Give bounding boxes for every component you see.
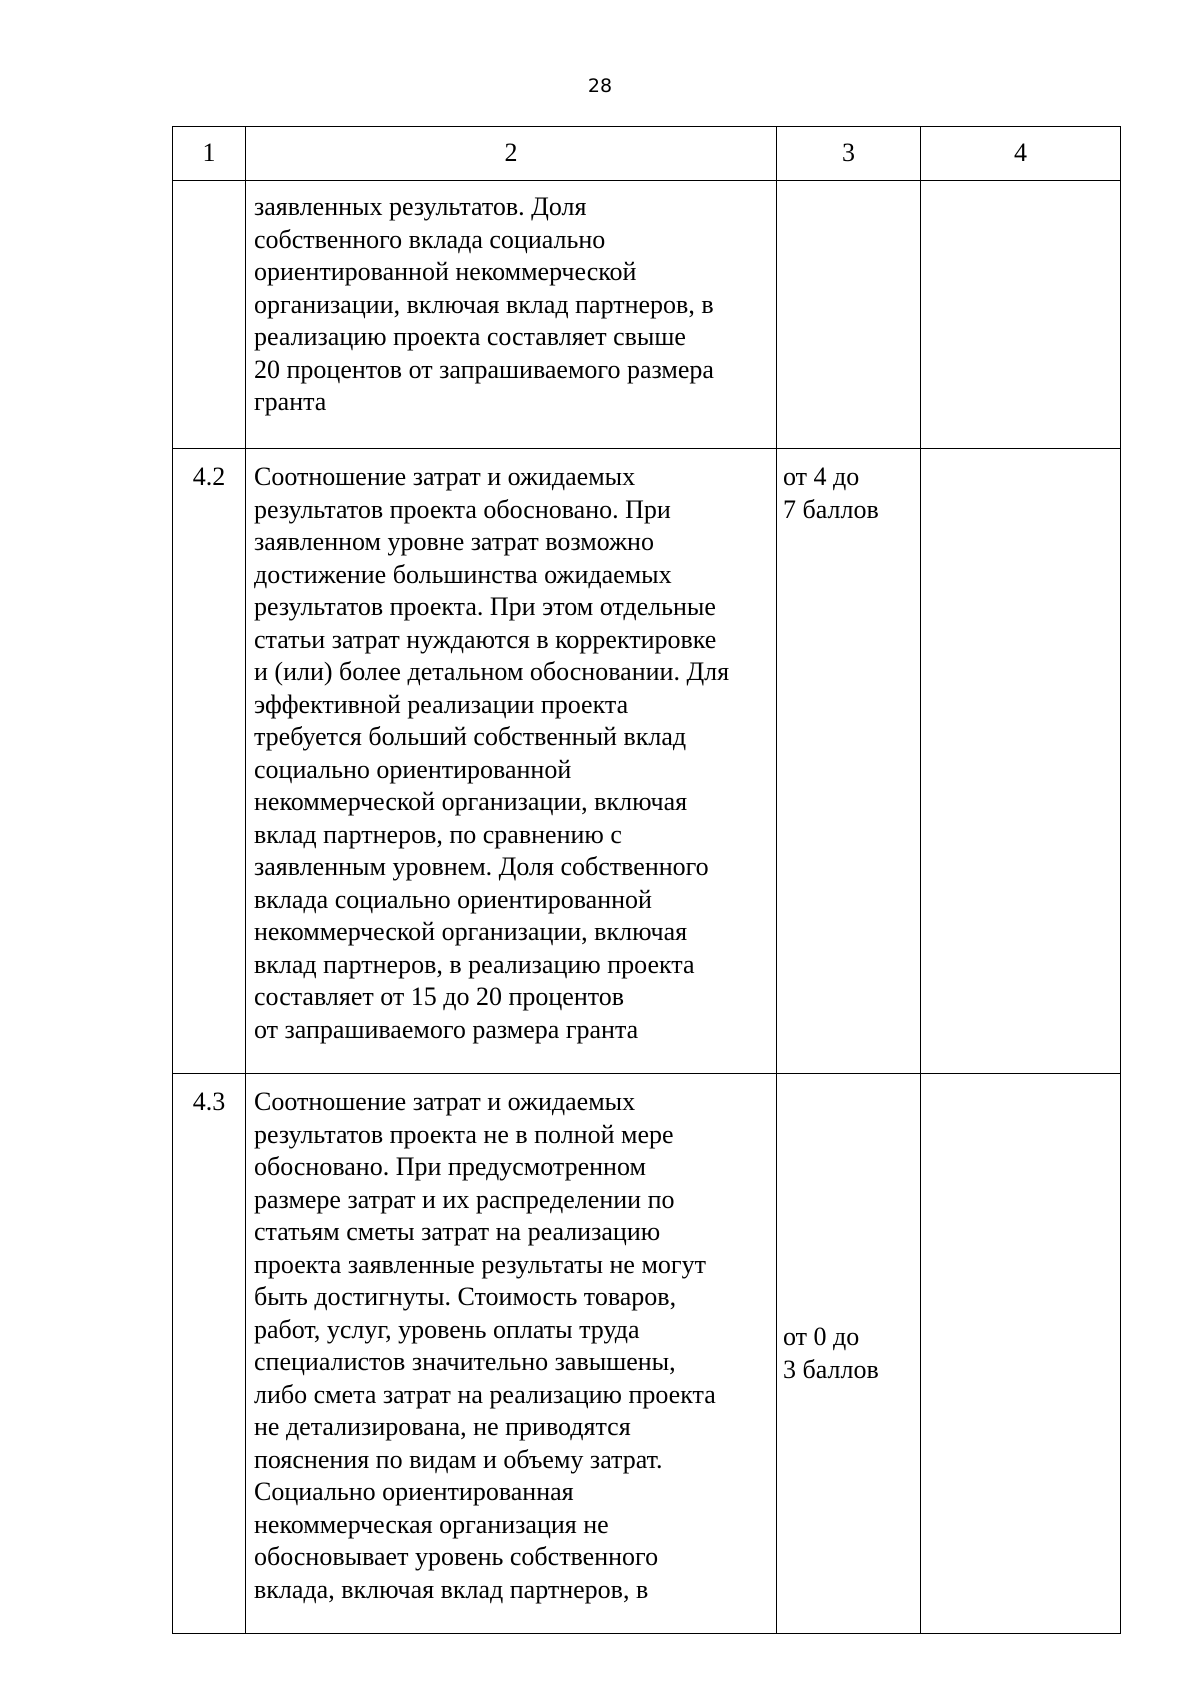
notes-cell [921, 1074, 1121, 1634]
table-row [173, 1074, 1121, 1634]
description-line: либо смета затрат на реализацию проекта [254, 1379, 716, 1409]
score-line: от 0 до [783, 1322, 860, 1351]
criterion-description [246, 1074, 777, 1634]
description-line: собственного вклада социально [254, 224, 606, 254]
description-line: составляет от 15 до 20 процентов [254, 982, 625, 1011]
description-line: заявленным уровнем. Доля собственного [254, 852, 709, 881]
row-number: 4.3 [173, 1074, 246, 1634]
table-row [173, 181, 1121, 449]
description-line: результатов проекта. При этом отдельные [254, 592, 716, 621]
description-line: Соотношение затрат и ожидаемых [254, 462, 636, 491]
criterion-description [246, 449, 777, 1074]
description-line: вклада социально ориентированной [254, 884, 652, 914]
description-line: и (или) более детальном обосновании. Для [254, 657, 730, 686]
description-line: статьям сметы затрат на реализацию [254, 1217, 661, 1246]
description-line: требуется больший собственный вклад [254, 722, 687, 751]
description-line: специалистов значительно завышены, [254, 1347, 676, 1376]
description-line: организации, включая вклад партнеров, в [254, 289, 714, 319]
header-cell-4: 4 [921, 127, 1121, 181]
row-number [173, 181, 246, 449]
table-header-row [173, 127, 1121, 181]
notes-cell [921, 181, 1121, 449]
description-line: заявленных результатов. Доля [254, 192, 587, 221]
description-line: статьи затрат нуждаются в корректировке [254, 624, 717, 654]
table-row [173, 449, 1121, 1074]
notes-cell [921, 449, 1121, 1074]
score-line: от 4 до [783, 462, 860, 491]
header-cell-1: 1 [173, 127, 246, 181]
description-line: обосновывает уровень собственного [254, 1542, 659, 1571]
description-line: социально ориентированной [254, 754, 572, 784]
row-number: 4.2 [173, 449, 246, 1074]
description-line: ориентированной некоммерческой [254, 257, 637, 286]
header-cell-2: 2 [246, 127, 777, 181]
score-cell [777, 449, 921, 1074]
description-line: гранта [254, 387, 327, 416]
description-line: не детализирована, не приводятся [254, 1412, 631, 1441]
description-line: некоммерческая организация не [254, 1509, 609, 1539]
score-line: 7 баллов [783, 494, 879, 524]
description-line: эффективной реализации проекта [254, 689, 629, 719]
header-cell-3: 3 [777, 127, 921, 181]
description-line: вклад партнеров, в реализацию проекта [254, 949, 695, 979]
description-line: достижение большинства ожидаемых [254, 559, 672, 589]
description-line: вклад партнеров, по сравнению с [254, 819, 622, 849]
description-line: быть достигнуты. Стоимость товаров, [254, 1282, 677, 1311]
description-line: реализацию проекта составляет свыше [254, 322, 686, 351]
description-line: результатов проекта обосновано. При [254, 494, 671, 524]
description-line: пояснения по видам и объему затрат. [254, 1444, 663, 1474]
description-line: Соотношение затрат и ожидаемых [254, 1087, 636, 1116]
description-line: результатов проекта не в полной мере [254, 1119, 674, 1149]
description-line: обосновано. При предусмотренном [254, 1152, 646, 1181]
description-line: Социально ориентированная [254, 1477, 574, 1506]
score-line: 3 баллов [783, 1354, 879, 1384]
description-line: размере затрат и их распределении по [254, 1184, 675, 1214]
description-line: работ, услуг, уровень оплаты труда [254, 1314, 640, 1344]
description-line: заявленном уровне затрат возможно [254, 527, 654, 556]
criteria-table [172, 126, 1121, 1634]
description-line: некоммерческой организации, включая [254, 787, 688, 816]
description-line: 20 процентов от запрашиваемого размера [254, 354, 714, 384]
description-line: вклада, включая вклад партнеров, в [254, 1574, 649, 1604]
description-line: проекта заявленные результаты не могут [254, 1249, 706, 1279]
score-cell [777, 181, 921, 449]
criterion-description [246, 181, 777, 449]
page-number: 28 [587, 75, 613, 97]
score-cell [777, 1074, 921, 1634]
description-line: некоммерческой организации, включая [254, 917, 688, 946]
description-line: от запрашиваемого размера гранта [254, 1014, 639, 1044]
